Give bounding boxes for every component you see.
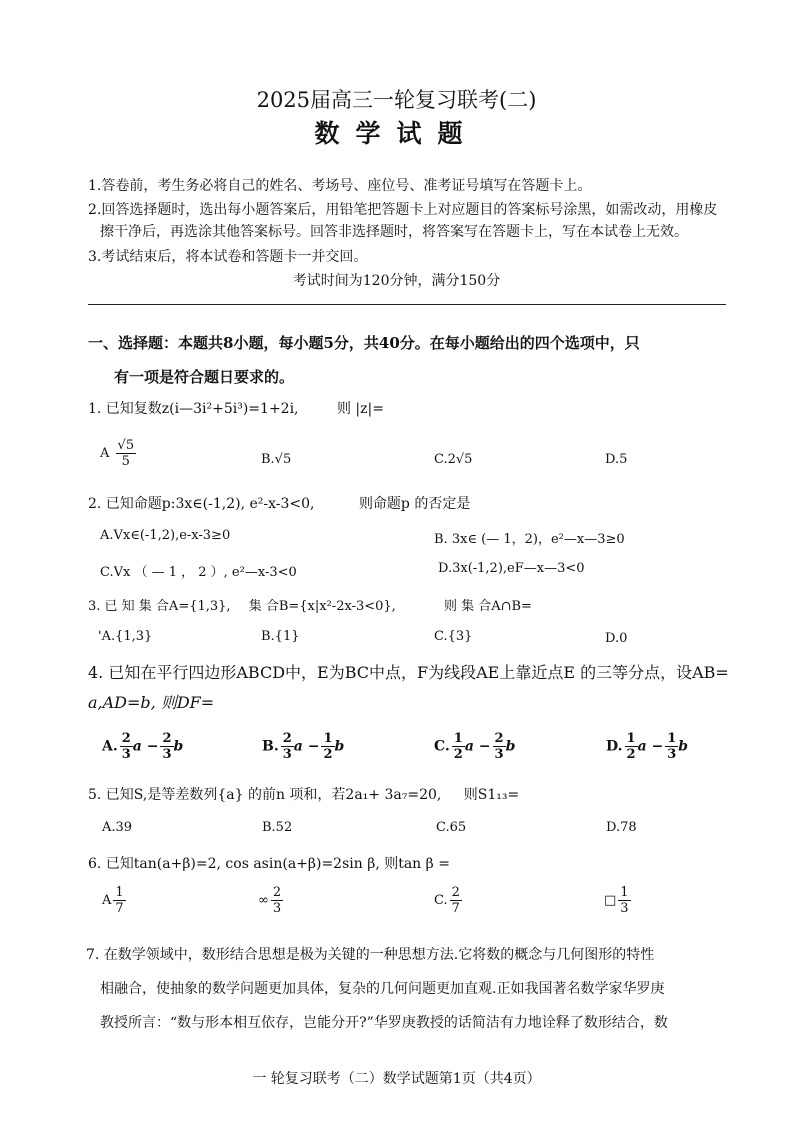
fraction-denominator: 2 — [626, 747, 636, 762]
question-7-line-3: 教授所言：“数与形本相互依存，岂能分开?”华罗庚教授的话简洁有力地诠释了数形结合，数 — [100, 1015, 668, 1031]
fraction — [452, 731, 465, 762]
fraction-numerator: 2 — [162, 731, 172, 746]
fraction — [493, 731, 506, 762]
question-5-text: 5. 已知S,是等差数列{a} 的前n 项和，若2a₁+ 3a₇=20, — [88, 787, 442, 803]
q2-option-b: B. 3x∈ (— 1，2)，e²—x—3≥0 — [434, 532, 625, 547]
option-label: A. — [102, 738, 118, 755]
q4-option-d — [606, 731, 688, 762]
q3-option-c: C.{3} — [434, 629, 473, 644]
fraction-denominator: 7 — [451, 901, 460, 916]
q3-option-d: D.0 — [605, 631, 628, 646]
option-label: ∞ — [258, 893, 269, 908]
fraction-denominator: 3 — [121, 747, 131, 762]
fraction-numerator: 2 — [272, 885, 282, 900]
section-heading-line-2: 有一项是符合题日要求的。 — [114, 368, 295, 386]
q3-option-b: B.{1} — [261, 629, 300, 644]
question-1-stem — [88, 398, 384, 418]
option-term: b — [334, 738, 345, 755]
q2-option-a: A.Vx∈(-1,2),e-x-3≥0 — [100, 528, 231, 543]
fraction-numerator: 2 — [451, 885, 460, 900]
question-3-ask: 则 集 合A∩B= — [443, 599, 532, 614]
fraction — [113, 885, 125, 916]
question-3-stem — [88, 595, 532, 614]
q4-option-a — [102, 731, 183, 762]
q1-option-c: C.2√5 — [434, 452, 473, 467]
fraction-numerator: 2 — [282, 731, 292, 746]
option-label: D. — [606, 738, 623, 755]
question-7-line-2: 相融合，使抽象的数学问题更加具体，复杂的几何问题更加直观.正如我国著名数学家华罗庚 — [100, 981, 665, 997]
q6-option-c — [434, 885, 462, 916]
exam-title: 2025届高三一轮复习联考(二) — [256, 88, 537, 112]
option-term: a − — [464, 738, 491, 755]
fraction — [450, 885, 462, 916]
note-line-4: 3.考试结束后，将本试卷和答题卡一并交回。 — [88, 249, 368, 265]
fraction-numerator: 2 — [494, 731, 504, 746]
question-2-stem — [88, 493, 470, 513]
option-label: A — [102, 893, 112, 908]
option-term: b — [505, 738, 516, 755]
question-4-line-2: a,AD=b, 则DF= — [88, 693, 215, 712]
question-3-text: 3. 已 知 集 合A={1,3}, — [88, 599, 231, 614]
fraction-denominator: 3 — [272, 901, 282, 916]
fraction-numerator: √5 — [117, 438, 135, 453]
q2-option-c: C.Vx （ — 1 ， 2 ）, e²—x-3<0 — [100, 565, 297, 580]
option-term: a − — [293, 738, 320, 755]
q5-option-d: D.78 — [606, 820, 637, 835]
fraction-denominator: 3 — [620, 901, 629, 916]
question-5-stem — [88, 784, 519, 804]
fraction — [160, 731, 173, 762]
fraction-numerator: 1 — [626, 731, 636, 746]
fraction — [120, 731, 133, 762]
question-6-stem: 6. 已知tan(a+β)=2, cos asin(a+β)=2sin β, 则tan β = — [88, 856, 450, 872]
question-2-ask: 则命题p 的否定是 — [358, 496, 471, 512]
note-line-3: 擦干净后，再选涂其他答案标号。回答非选择题时，将答案写在答题卡上，写在本试卷上无效。 — [100, 224, 688, 240]
option-term: a − — [132, 738, 159, 755]
q4-option-b — [262, 731, 344, 762]
note-line-2: 2.回答选择题时，选出每小题答案后，用铅笔把答题卡上对应题目的答案标号涂黑，如需改动，用橡皮 — [88, 202, 718, 218]
question-2-text: 2. 已知命题p:3x∈(-1,2), e²-x-3<0, — [88, 496, 315, 512]
question-1-ask: 则 |z|= — [336, 401, 384, 417]
note-line-1: 1.答卷前，考生务必将自己的姓名、考场号、座位号、准考证号填写在答题卡上。 — [88, 178, 592, 194]
fraction — [281, 731, 294, 762]
option-label: C. — [434, 893, 448, 908]
fraction-denominator: 2 — [323, 747, 333, 762]
q5-option-a: A.39 — [102, 820, 133, 835]
q5-option-c: C.65 — [436, 820, 467, 835]
exam-subtitle: 数学试题 — [314, 119, 479, 148]
q5-option-b: B.52 — [262, 820, 293, 835]
fraction-denominator: 7 — [115, 901, 124, 916]
exam-time: 考试时间为120分钟，满分150分 — [292, 273, 501, 289]
q6-option-b — [258, 885, 283, 916]
fraction-numerator: 1 — [115, 885, 124, 900]
fraction-numerator: 1 — [323, 731, 333, 746]
fraction-denominator: 3 — [162, 747, 172, 762]
fraction — [271, 885, 283, 916]
section-heading-line-1: 一、选择题：本题共8小题，每小题5分，共40分。在每小题给出的四个选项中，只 — [88, 334, 640, 352]
q1-option-a-fraction — [116, 438, 137, 469]
fraction-numerator: 1 — [620, 885, 629, 900]
q6-option-a — [102, 885, 126, 916]
question-4-line-1: 4. 已知在平行四边形ABCD中，E为BC中点，F为线段AE上靠近点E 的三等分点，设AB= — [88, 663, 729, 682]
divider-rule — [88, 304, 726, 305]
option-label: C. — [434, 738, 450, 755]
page-footer: 一 轮复习联考（二）数学试题第1页（共4页） — [252, 1071, 541, 1087]
q6-option-d — [604, 885, 631, 916]
fraction-denominator: 3 — [494, 747, 504, 762]
fraction-numerator: 2 — [121, 731, 131, 746]
q4-option-c — [434, 731, 515, 762]
option-label: B. — [262, 738, 279, 755]
fraction — [665, 731, 678, 762]
option-term: b — [173, 738, 184, 755]
fraction — [625, 731, 638, 762]
q2-option-d: D.3x(-1,2),eF—x—3<0 — [438, 561, 585, 576]
question-7-line-1: 7. 在数学领域中，数形结合思想是极为关键的一种思想方法.它将数的概念与几何图形的特性 — [86, 947, 655, 963]
fraction-denominator: 2 — [453, 747, 463, 762]
fraction — [618, 885, 630, 916]
q1-option-d: D.5 — [605, 452, 628, 467]
question-1-text: 1. 已知复数z(i—3i²+5i³)=1+2i, — [88, 401, 299, 417]
q1-option-b: B.√5 — [261, 452, 292, 467]
fraction-numerator: 1 — [667, 731, 677, 746]
option-term: a − — [637, 738, 664, 755]
fraction-denominator: 3 — [667, 747, 677, 762]
fraction-denominator: 5 — [121, 454, 130, 469]
q1-option-a-label: A — [100, 446, 110, 461]
q3-option-a: 'A.{1,3} — [98, 629, 153, 644]
fraction-numerator: 1 — [453, 731, 463, 746]
option-term: b — [678, 738, 689, 755]
fraction — [321, 731, 334, 762]
q1-option-a — [100, 438, 136, 469]
fraction-denominator: 3 — [282, 747, 292, 762]
question-3-set-b: 集 合B={x|x²-2x-3<0}, — [248, 599, 396, 614]
option-label: □ — [604, 893, 617, 908]
question-5-ask: 则S1₁₃= — [463, 787, 520, 803]
